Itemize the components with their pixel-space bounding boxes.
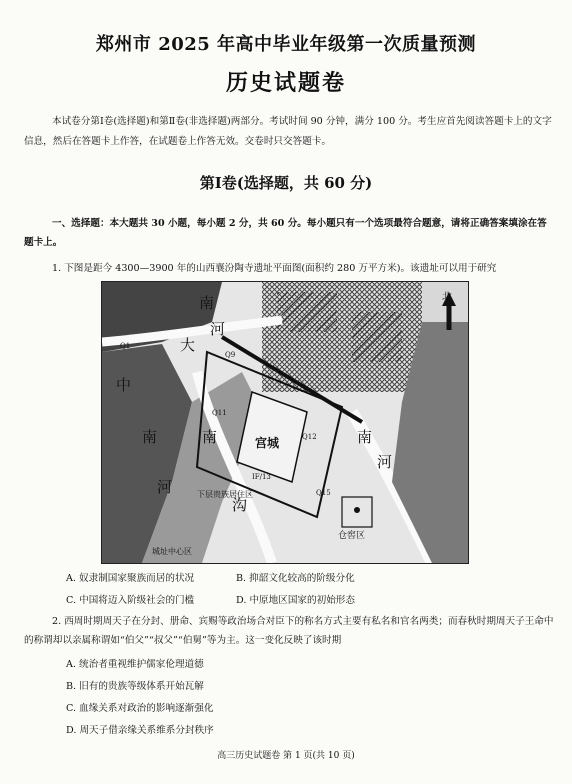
map-label-he2: 河 <box>157 478 173 496</box>
map-label-palace: 宫城 <box>255 436 280 450</box>
question-1-option-a: A. 奴隶制国家聚族而居的状况 <box>66 573 195 584</box>
exam-title: 郑州市 2025 年高中毕业年级第一次质量预测 <box>95 34 477 55</box>
question-2-option-a: A. 统治者重视维护儒家伦理道德 <box>66 659 204 670</box>
map-label-nan3: 南 <box>202 428 218 446</box>
question-2-option-d: D. 周天子借亲缘关系维系分封秩序 <box>66 725 214 736</box>
section-heading: 第Ⅰ卷(选择题，共 60 分) <box>199 174 373 192</box>
map-label-gou: 沟 <box>232 496 248 514</box>
map-label-granary: 仓窖区 <box>338 531 366 541</box>
question-1-option-b: B. 抑韶文化较高的阶级分化 <box>236 573 355 584</box>
map-code-2: Q11 <box>212 409 227 417</box>
exam-intro: 本试卷分第Ⅰ卷(选择题)和第Ⅱ卷(非选择题)两部分。考试时间 90 分钟，满分 100 分。考生应首先阅读答题卡上的文字信息，然后在答题卡上作答，在试题卷上作答无效。交卷时只交答题卡。 <box>24 116 552 147</box>
question-2-option-c: C. 血缘关系对政治的影响逐渐强化 <box>66 703 214 714</box>
question-1-stem: 1. 下图是距今 4300—3900 年的山西襄汾陶寺遗址平面图(面积约 280 万平方米)。该遗址可以用于研究 <box>52 263 497 274</box>
map-code-5: Q15 <box>316 489 331 497</box>
exam-subtitle: 历史试题卷 <box>225 70 346 96</box>
map-code-1: Q1 <box>120 342 131 350</box>
map-label-lower-nobles: 下层贵族居住区 <box>197 490 253 499</box>
map-label-center: 城址中心区 <box>152 547 192 556</box>
question-1-site-map <box>101 281 469 564</box>
question-2-option-b: B. 旧有的贵族等级体系开始瓦解 <box>66 681 204 692</box>
map-label-zhong: 中 <box>116 376 132 394</box>
map-code-6: Q9 <box>225 351 236 359</box>
map-label-north: 北 <box>442 292 452 303</box>
site-map-figure <box>102 282 468 563</box>
map-code-3: Q12 <box>302 433 317 441</box>
section-instructions: 一、选择题：本大题共 30 小题，每小题 2 分，共 60 分。每小题只有一个选项最符合题意，请将正确答案填涂在答题卡上。 <box>24 218 547 248</box>
map-label-nan1: 南 <box>199 294 215 312</box>
map-code-4: IF/13 <box>252 473 271 481</box>
map-label-he3: 河 <box>377 453 393 471</box>
question-1-option-d: D. 中原地区国家的初始形态 <box>236 595 355 606</box>
question-1-option-c: C. 中国将迈入阶级社会的门槛 <box>66 595 195 606</box>
village-block-1 <box>277 292 337 332</box>
question-2-stem: 2. 西周时期周天子在分封、册命、宾赐等政治场合对臣下的称名方式主要有私名和官名两类；而春秋时期周天子王命中的称谓却以亲属称谓如“伯父”“叔父”“伯舅”等为主。这一变化反映了该时期 <box>24 616 554 646</box>
map-label-nan4: 南 <box>357 428 373 446</box>
map-label-da: 大 <box>180 336 196 354</box>
page-footer: 高三历史试题卷 第 1 页(共 10 页) <box>217 751 355 761</box>
village-block-2 <box>352 312 402 362</box>
map-label-he1: 河 <box>210 320 226 338</box>
map-label-nan2: 南 <box>142 428 158 446</box>
